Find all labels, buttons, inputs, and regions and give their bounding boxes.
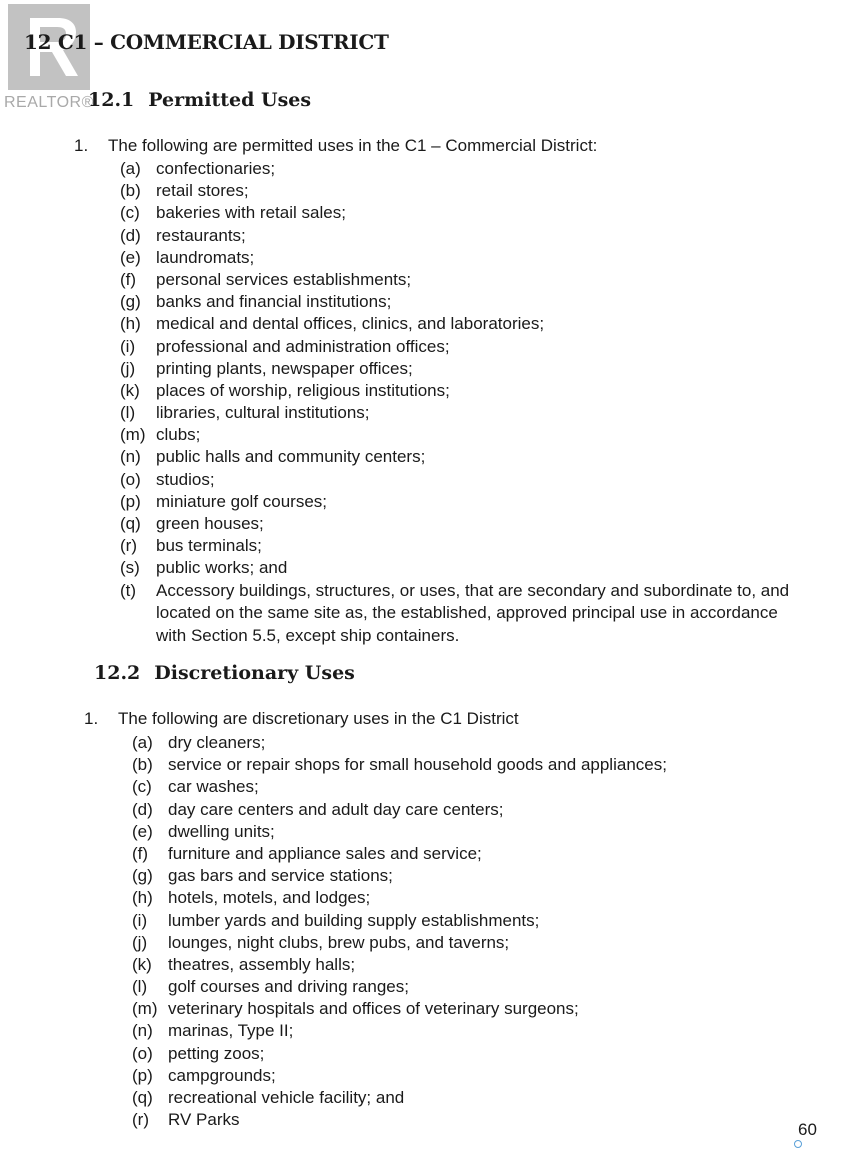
item-letter: (s) bbox=[120, 558, 140, 578]
intro-number: 1. bbox=[74, 136, 89, 155]
list-item bbox=[120, 402, 806, 424]
list-item bbox=[132, 865, 667, 887]
item-letter: (i) bbox=[120, 336, 136, 356]
item-letter: (b) bbox=[132, 755, 153, 775]
list-item bbox=[132, 732, 667, 754]
item-text: professional and administration offices; bbox=[156, 336, 450, 356]
item-letter: (p) bbox=[120, 491, 141, 511]
item-letter: (k) bbox=[132, 954, 152, 974]
intro-text: The following are discretionary uses in the C1 District bbox=[118, 709, 519, 728]
list-item bbox=[120, 513, 806, 535]
section-title: Discretionary Uses bbox=[154, 662, 355, 684]
list-item bbox=[120, 580, 806, 648]
list-item bbox=[120, 358, 806, 380]
item-letter: (o) bbox=[120, 469, 141, 489]
discretionary-uses-list bbox=[132, 732, 667, 1131]
item-text: gas bars and service stations; bbox=[168, 866, 393, 886]
item-letter: (e) bbox=[132, 821, 153, 841]
item-text: day care centers and adult day care centers; bbox=[168, 799, 504, 819]
item-text: RV Parks bbox=[168, 1110, 240, 1130]
item-letter: (n) bbox=[120, 447, 141, 467]
item-text: service or repair shops for small household goods and appliances; bbox=[168, 755, 667, 775]
list-item bbox=[132, 1065, 667, 1087]
list-item bbox=[132, 910, 667, 932]
item-letter: (l) bbox=[120, 403, 136, 423]
list-item bbox=[132, 1020, 667, 1042]
item-text: lumber yards and building supply establishments; bbox=[168, 910, 540, 930]
list-item bbox=[132, 843, 667, 865]
section-number: 12.1 bbox=[88, 89, 135, 111]
section-heading-permitted bbox=[88, 89, 311, 111]
item-text: medical and dental offices, clinics, and laboratories; bbox=[156, 314, 545, 334]
item-text: bakeries with retail sales; bbox=[156, 203, 346, 223]
item-text: confectionaries; bbox=[156, 159, 276, 178]
item-text: retail stores; bbox=[156, 181, 249, 201]
item-letter: (f) bbox=[120, 269, 137, 289]
item-text: banks and financial institutions; bbox=[156, 292, 392, 312]
list-item bbox=[132, 932, 667, 954]
list-item bbox=[132, 821, 667, 843]
item-text: personal services establishments; bbox=[156, 269, 412, 289]
item-letter: (t) bbox=[120, 580, 137, 600]
list-item bbox=[120, 202, 806, 224]
item-letter: (a) bbox=[132, 733, 153, 752]
item-letter: (d) bbox=[120, 225, 141, 245]
list-item bbox=[120, 336, 806, 358]
realtor-watermark bbox=[4, 4, 92, 112]
item-letter: (g) bbox=[132, 866, 153, 886]
list-item bbox=[120, 424, 806, 446]
item-text: printing plants, newspaper offices; bbox=[156, 358, 413, 378]
item-text: places of worship, religious institutions; bbox=[156, 380, 450, 400]
item-text: marinas, Type II; bbox=[168, 1021, 294, 1041]
item-text: veterinary hospitals and offices of veterinary surgeons; bbox=[168, 999, 579, 1019]
item-text: dry cleaners; bbox=[168, 733, 266, 752]
item-text: theatres, assembly halls; bbox=[168, 954, 356, 974]
list-item bbox=[120, 313, 806, 335]
intro-text: The following are permitted uses in the C1 – Commercial District: bbox=[108, 136, 598, 155]
item-letter: (n) bbox=[132, 1021, 153, 1041]
list-item bbox=[132, 1043, 667, 1065]
page-number: 60 bbox=[798, 1120, 817, 1139]
item-text: petting zoos; bbox=[168, 1043, 265, 1063]
list-item bbox=[120, 158, 806, 180]
item-letter: (j) bbox=[120, 358, 136, 378]
permitted-intro bbox=[74, 136, 597, 156]
list-item bbox=[132, 799, 667, 821]
item-letter: (i) bbox=[132, 910, 148, 930]
item-text: Accessory buildings, structures, or uses, that are secondary and subordinate to, and located on the same site as, the established, approved principal use in accordance with Section 5.5, except ship containers. bbox=[156, 580, 790, 645]
item-letter: (p) bbox=[132, 1065, 153, 1085]
item-text: green houses; bbox=[156, 514, 264, 533]
section-number: 12.2 bbox=[94, 662, 141, 684]
item-letter: (c) bbox=[132, 777, 152, 797]
item-text: studios; bbox=[156, 469, 215, 489]
item-letter: (b) bbox=[120, 181, 141, 201]
list-item bbox=[120, 380, 806, 402]
item-text: libraries, cultural institutions; bbox=[156, 403, 370, 423]
list-item bbox=[120, 557, 806, 579]
item-letter: (e) bbox=[120, 247, 141, 267]
item-letter: (a) bbox=[120, 159, 141, 178]
list-item bbox=[132, 1109, 667, 1131]
intro-number: 1. bbox=[84, 709, 99, 728]
item-text: car washes; bbox=[168, 777, 259, 797]
section-title: Permitted Uses bbox=[148, 89, 312, 111]
list-item bbox=[120, 225, 806, 247]
watermark-text: REALTOR® bbox=[4, 94, 94, 111]
list-item bbox=[120, 180, 806, 202]
list-item bbox=[132, 998, 667, 1020]
list-item bbox=[120, 469, 806, 491]
section-heading-discretionary bbox=[94, 662, 355, 684]
item-letter: (h) bbox=[120, 314, 141, 334]
item-text: public halls and community centers; bbox=[156, 447, 426, 467]
item-letter: (h) bbox=[132, 888, 153, 908]
list-item bbox=[120, 291, 806, 313]
item-letter: (j) bbox=[132, 932, 148, 952]
item-text: miniature golf courses; bbox=[156, 491, 328, 511]
item-letter: (q) bbox=[120, 514, 141, 533]
list-item bbox=[132, 754, 667, 776]
item-text: golf courses and driving ranges; bbox=[168, 977, 409, 997]
list-item bbox=[132, 776, 667, 798]
item-letter: (c) bbox=[120, 203, 140, 223]
item-text: restaurants; bbox=[156, 225, 246, 245]
list-item bbox=[132, 976, 667, 998]
item-text: hotels, motels, and lodges; bbox=[168, 888, 371, 908]
item-letter: (m) bbox=[120, 425, 146, 445]
item-text: lounges, night clubs, brew pubs, and taverns; bbox=[168, 932, 510, 952]
item-letter: (m) bbox=[132, 999, 158, 1019]
chapter-title: 12 C1 – COMMERCIAL DISTRICT bbox=[24, 30, 389, 54]
item-letter: (d) bbox=[132, 799, 153, 819]
list-item bbox=[120, 247, 806, 269]
list-item bbox=[120, 491, 806, 513]
item-text: furniture and appliance sales and service; bbox=[168, 843, 482, 863]
item-letter: (l) bbox=[132, 977, 148, 997]
list-item bbox=[120, 446, 806, 468]
item-text: laundromats; bbox=[156, 247, 255, 267]
item-text: bus terminals; bbox=[156, 536, 262, 556]
item-text: clubs; bbox=[156, 425, 201, 445]
list-item bbox=[132, 954, 667, 976]
list-item bbox=[132, 1087, 667, 1109]
item-letter: (k) bbox=[120, 380, 140, 400]
item-text: dwelling units; bbox=[168, 821, 275, 841]
item-letter: (g) bbox=[120, 292, 141, 312]
permitted-uses-list bbox=[120, 158, 806, 647]
item-letter: (r) bbox=[120, 536, 137, 556]
list-item bbox=[132, 887, 667, 909]
item-letter: (o) bbox=[132, 1043, 153, 1063]
discretionary-intro bbox=[84, 709, 519, 729]
item-letter: (f) bbox=[132, 843, 149, 863]
location-pin-icon bbox=[794, 1140, 802, 1148]
list-item bbox=[120, 535, 806, 557]
item-text: recreational vehicle facility; and bbox=[168, 1088, 405, 1107]
item-letter: (r) bbox=[132, 1110, 149, 1130]
item-text: public works; and bbox=[156, 558, 288, 578]
item-text: campgrounds; bbox=[168, 1065, 276, 1085]
list-item bbox=[120, 269, 806, 291]
item-letter: (q) bbox=[132, 1088, 153, 1107]
